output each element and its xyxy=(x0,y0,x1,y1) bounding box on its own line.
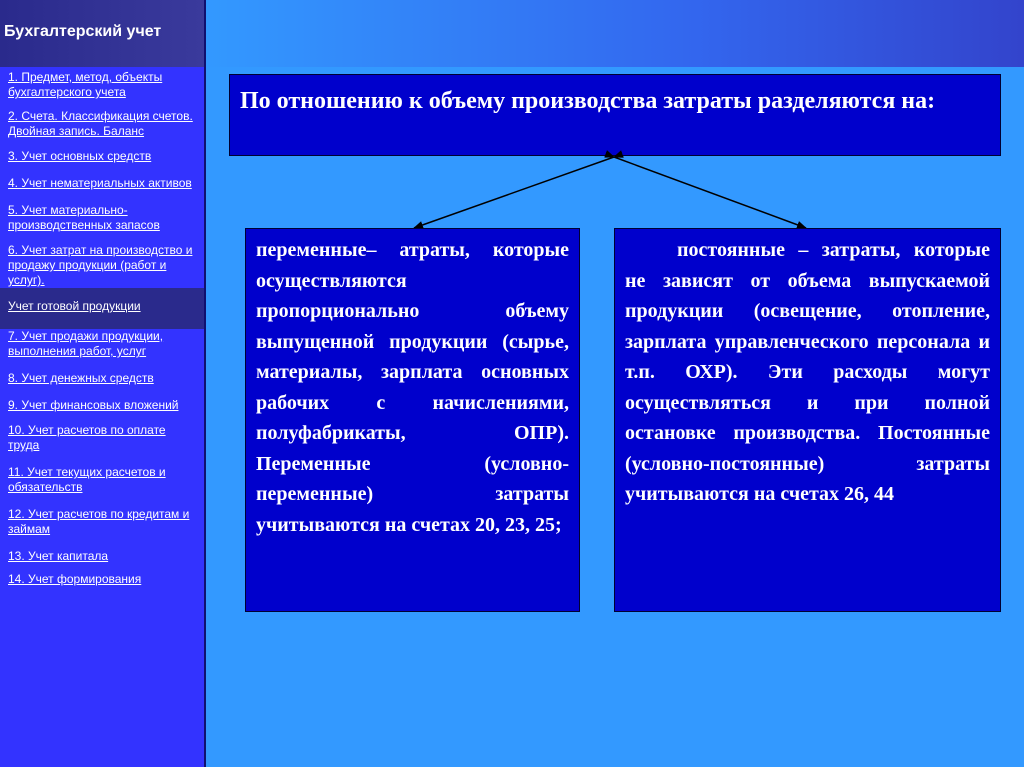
variable-costs-box xyxy=(245,228,580,612)
fixed-costs-box xyxy=(614,228,1001,612)
nav-link-subject[interactable]: 1. Предмет, метод, объекты бухгалтерского учета xyxy=(8,70,163,99)
sidebar-title: Бухгалтерский учет xyxy=(4,23,162,40)
nav-link-fixed-assets[interactable]: 3. Учет основных средств xyxy=(8,149,152,163)
nav-link-current-liabilities[interactable]: 11. Учет текущих расчетов и обязательств xyxy=(8,465,166,494)
arrow-to-variable xyxy=(414,157,614,228)
nav-link-formation[interactable]: 14. Учет формирования xyxy=(8,572,142,586)
nav-link-loans[interactable]: 12. Учет расчетов по кредитам и займам xyxy=(8,507,190,536)
nav-link-investments[interactable]: 9. Учет финансовых вложений xyxy=(8,398,179,412)
sidebar xyxy=(0,0,204,767)
sidebar-divider xyxy=(204,0,206,767)
nav-link-intangible-assets[interactable]: 4. Учет нематериальных активов xyxy=(8,176,192,190)
header-band xyxy=(204,0,1024,67)
nav-link-inventory[interactable]: 5. Учет материально-производственных запасов xyxy=(8,203,160,232)
heading-text: По отношению к объему производства затраты разделяются на: xyxy=(240,88,936,114)
nav-list xyxy=(0,70,204,587)
nav-link-production-costs[interactable]: 6. Учет затрат на производство и продажу продукции (работ и услуг). xyxy=(8,243,193,287)
nav-link-capital[interactable]: 13. Учет капитала xyxy=(8,549,109,563)
nav-link-accounts[interactable]: 2. Счета. Классификация счетов. Двойная запись. Баланс xyxy=(8,109,193,138)
nav-link-payroll[interactable]: 10. Учет расчетов по оплате труда xyxy=(8,423,166,452)
nav-link-finished-goods[interactable]: Учет готовой продукции xyxy=(0,288,204,329)
arrow-to-fixed xyxy=(614,157,806,228)
nav-link-cash[interactable]: 8. Учет денежных средств xyxy=(8,371,154,385)
fixed-costs-text: постоянные – затраты, которые не зависят от объема выпускаемой продукции (освещение, отопление, зарплата управленческого персонала и т.п. ОХР). Эти расходы могут осуществляться и при полной остановке производства. Постоянные (условно-постоянные) затраты учитываются на счетах 26, 44 xyxy=(625,239,990,505)
heading-box xyxy=(229,74,1001,156)
variable-costs-text: переменные– атраты, которые осуществляются пропорционально объему выпущенной продукции (сырье, материалы, зарплата основных рабочих с начислениями, полуфабрикаты, ОПР). Переменные (условно-переменные) затраты учитываются на счетах 20, 23, 25; xyxy=(256,239,569,536)
sidebar-header xyxy=(0,0,204,67)
nav-link-sales[interactable]: 7. Учет продажи продукции, выполнения работ, услуг xyxy=(8,329,164,358)
